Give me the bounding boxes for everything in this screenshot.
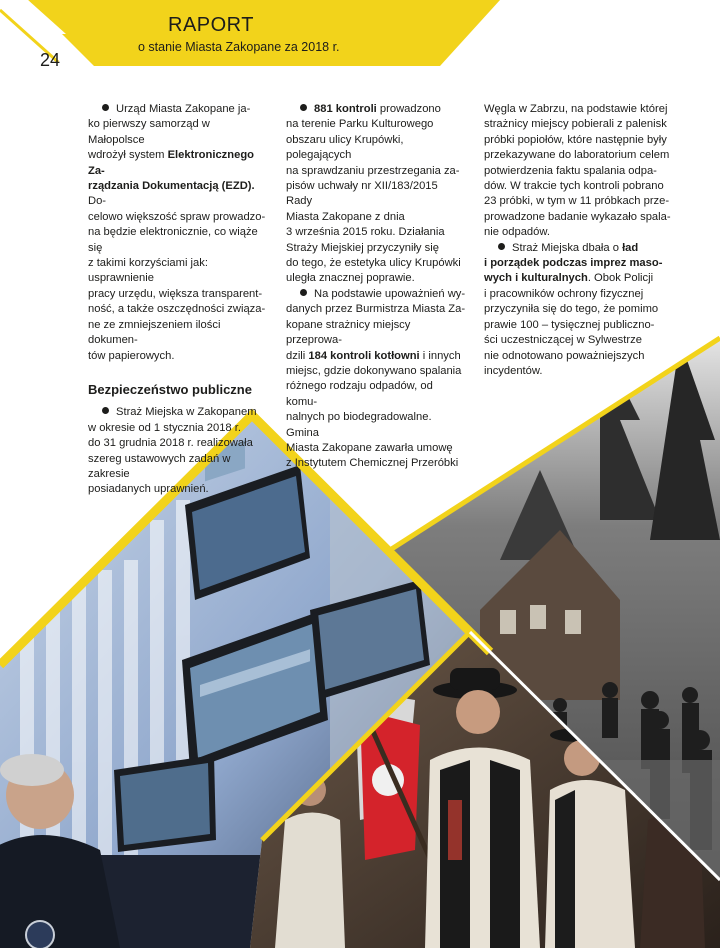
bullet-icon xyxy=(102,407,109,414)
paragraph-kotlownie: Na podstawie upoważnień wy- danych przez Burmistrza Miasta Za- kopane strażnicy miejscy przeprowa- dzili 184 kontroli kotłowni i innych miejsc, gdzie dokonywano spalania różnego rodzaju odpadów, od komu- nalnych po biodegradowalne. Gmina Miasta Zakopane zawarła umowę z Instytutem Chemicznej Przeróbki xyxy=(286,287,466,470)
report-subtitle: o stanie Miasta Zakopane za 2018 r. xyxy=(138,40,340,54)
paragraph-imprezy: Straż Miejska dbała o ład i porządek podczas imprez maso- wych i kulturalnych. Obok Policji i pracowników ochrony fizycznej przyczyniła się do tego, że pomimo prawie 100 – tysięcznej publiczno- ści uczestniczącej w Sylwestrze nie odnotowano poważniejszych incydentów. xyxy=(484,241,663,377)
paragraph-krupowki: 881 kontroli prowadzono na terenie Parku Kulturowego obszaru ulicy Krupówki, polegających na sprawdzaniu przestrzegania za- pisów uchwały nr XII/183/2015 Rady Miasta Zakopane z dnia 3 września 2015 roku. Działania Straży Miejskiej przyczyniły się do tego, że estetyka ulicy Krupówki uległa znacznej poprawie. xyxy=(286,103,461,285)
page-number: 24 xyxy=(40,50,61,70)
bullet-icon xyxy=(498,243,505,250)
text-column-1 xyxy=(88,102,268,498)
header-band xyxy=(28,0,500,66)
bullet-icon xyxy=(300,104,307,111)
section-heading: Bezpieczeństwo publiczne xyxy=(88,381,252,397)
text-column-2 xyxy=(286,102,466,472)
bullet-icon xyxy=(300,289,307,296)
text-column-3 xyxy=(484,102,684,379)
paragraph-straz: Straż Miejska w Zakopanem w okresie od 1 stycznia 2018 r. do 31 grudnia 2018 r. realizowała szereg ustawowych zadań w zakresie posiadanych uprawnień. xyxy=(88,406,257,496)
paragraph-ezd: Urząd Miasta Zakopane ja- ko pierwszy samorząd w Małopolsce wdrożył system Elektronicznego Za- rządzania Dokumentacją (EZD). Do- celowo większość spraw prowadzo- na będzie elektronicznie, co wiąże się z takimi korzyściami jak: usprawnienie pracy urzędu, większa transparent- ność, a także oszczędności związa- ne ze zmniejszeniem ilości dokumen- tów papierowych. xyxy=(88,103,266,362)
report-title: RAPORT xyxy=(168,14,254,36)
bullet-icon xyxy=(102,104,109,111)
paragraph-probki: Węgla w Zabrzu, na podstawie której strażnicy miejscy pobierali z palenisk próbki popiołów, które następnie były przekazywane do laboratorium celem potwierdzenia faktu spalania odpa- dów. W trakcie tych kontroli pobrano 23 próbki, w tym w 11 próbkach prze- prowadzone badanie wykazało spala- nie odpadów. xyxy=(484,103,671,239)
